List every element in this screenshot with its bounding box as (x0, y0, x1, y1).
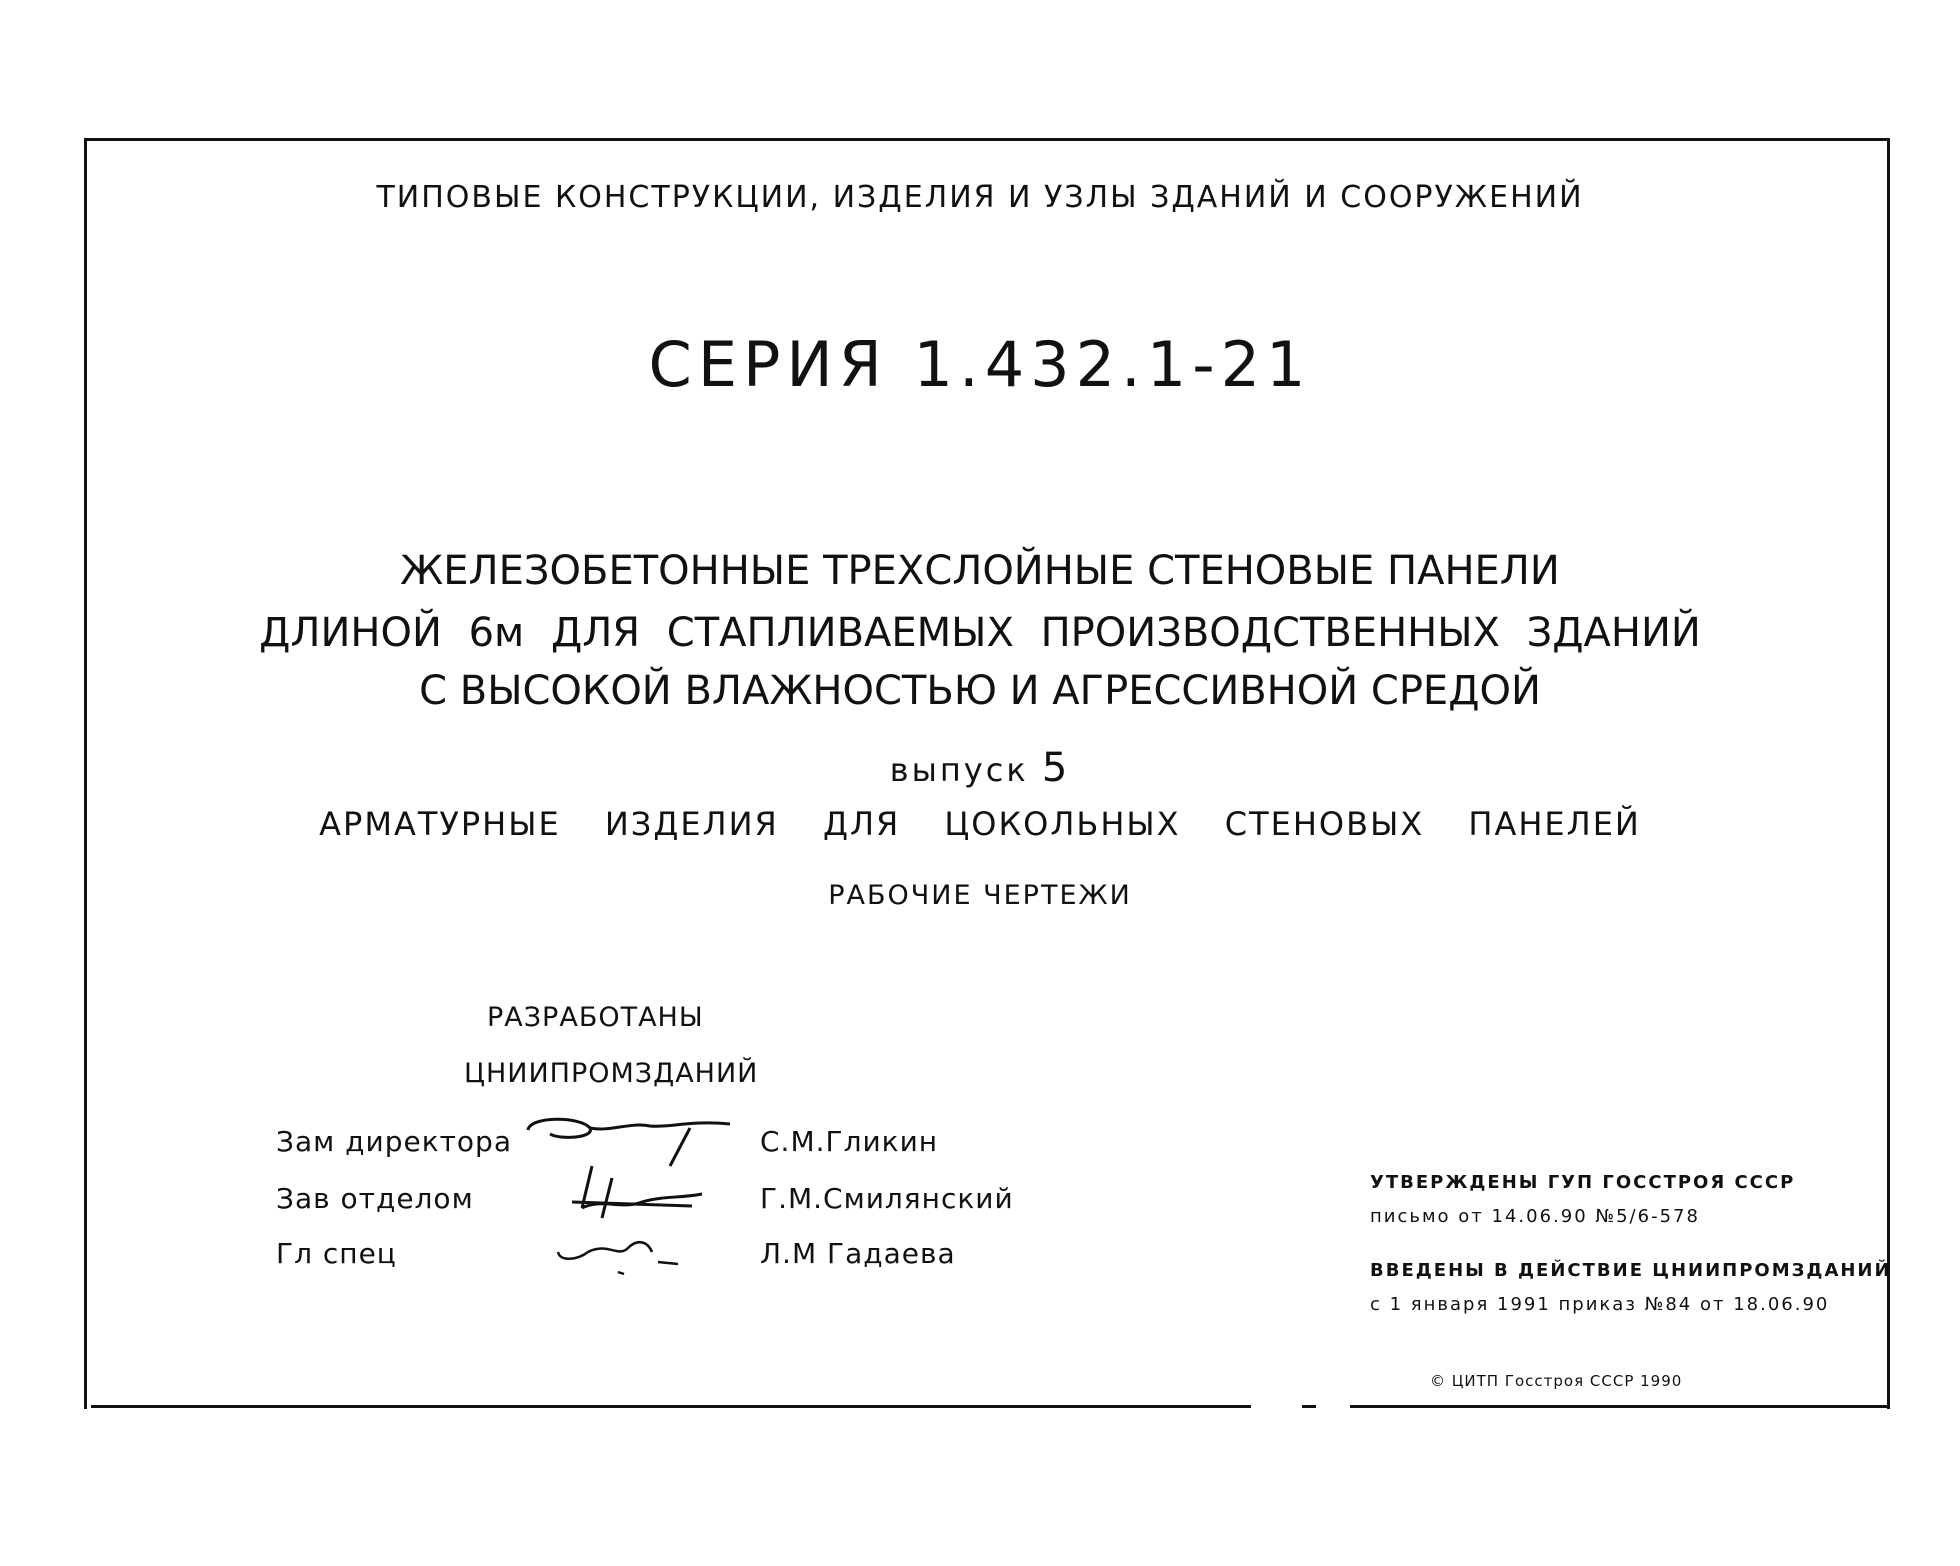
approval-line-2: письмо от 14.06.90 №5/6-578 (1370, 1206, 1700, 1227)
title-line-3: С ВЫСОКОЙ ВЛАЖНОСТЬЮ И АГРЕССИВНОЙ СРЕДОЙ (419, 668, 1541, 714)
series-title: СЕРИЯ 1.432.1-21 (648, 328, 1312, 401)
frame-bottom-line-right (1350, 1405, 1887, 1408)
developer-label: РАЗРАБОТАНЫ (487, 1002, 704, 1033)
approval-line-3: ВВЕДЕНЫ В ДЕЙСТВИЕ ЦНИИПРОМЗДАНИЙ (1370, 1260, 1892, 1281)
header-text: ТИПОВЫЕ КОНСТРУКЦИИ, ИЗДЕЛИЯ И УЗЛЫ ЗДАНИЙ И СООРУЖЕНИЙ (376, 180, 1584, 215)
signatory-name-3: Л.М Гадаева (760, 1237, 956, 1270)
signatory-name-1: С.М.Гликин (760, 1125, 939, 1158)
title-line-2: ДЛИНОЙ 6м ДЛЯ СТАПЛИВАЕМЫХ ПРОИЗВОДСТВЕННЫХ ЗДАНИЙ (259, 610, 1701, 656)
approval-line-4: с 1 января 1991 приказ №84 от 18.06.90 (1370, 1294, 1830, 1315)
title-line-1: ЖЕЛЕЗОБЕТОННЫЕ ТРЕХСЛОЙНЫЕ СТЕНОВЫЕ ПАНЕЛИ (400, 548, 1560, 594)
copyright-text: © ЦИТП Госстроя СССР 1990 (1430, 1372, 1683, 1390)
frame-bottom-line-mid (1302, 1405, 1316, 1408)
drawings-label: РАБОЧИЕ ЧЕРТЕЖИ (828, 880, 1132, 911)
signatory-role-1: Зам директора (276, 1125, 512, 1158)
signatory-name-2: Г.М.Смилянский (760, 1182, 1014, 1215)
subtitle: АРМАТУРНЫЕ ИЗДЕЛИЯ ДЛЯ ЦОКОЛЬНЫХ СТЕНОВЫХ ПАНЕЛЕЙ (319, 805, 1641, 843)
issue (0, 745, 1960, 791)
developer-org: ЦНИИПРОМЗДАНИЙ (464, 1058, 759, 1089)
signatory-role-3: Гл спец (276, 1237, 397, 1270)
signatory-role-2: Зав отделом (276, 1182, 474, 1215)
issue-label: выпуск (889, 751, 1029, 789)
signature-3 (548, 1222, 688, 1282)
signature-2 (552, 1158, 712, 1228)
approval-line-1: УТВЕРЖДЕНЫ ГУП ГОССТРОЯ СССР (1370, 1172, 1796, 1193)
issue-number: 5 (1041, 745, 1071, 791)
frame-bottom-line-left (91, 1405, 1251, 1408)
